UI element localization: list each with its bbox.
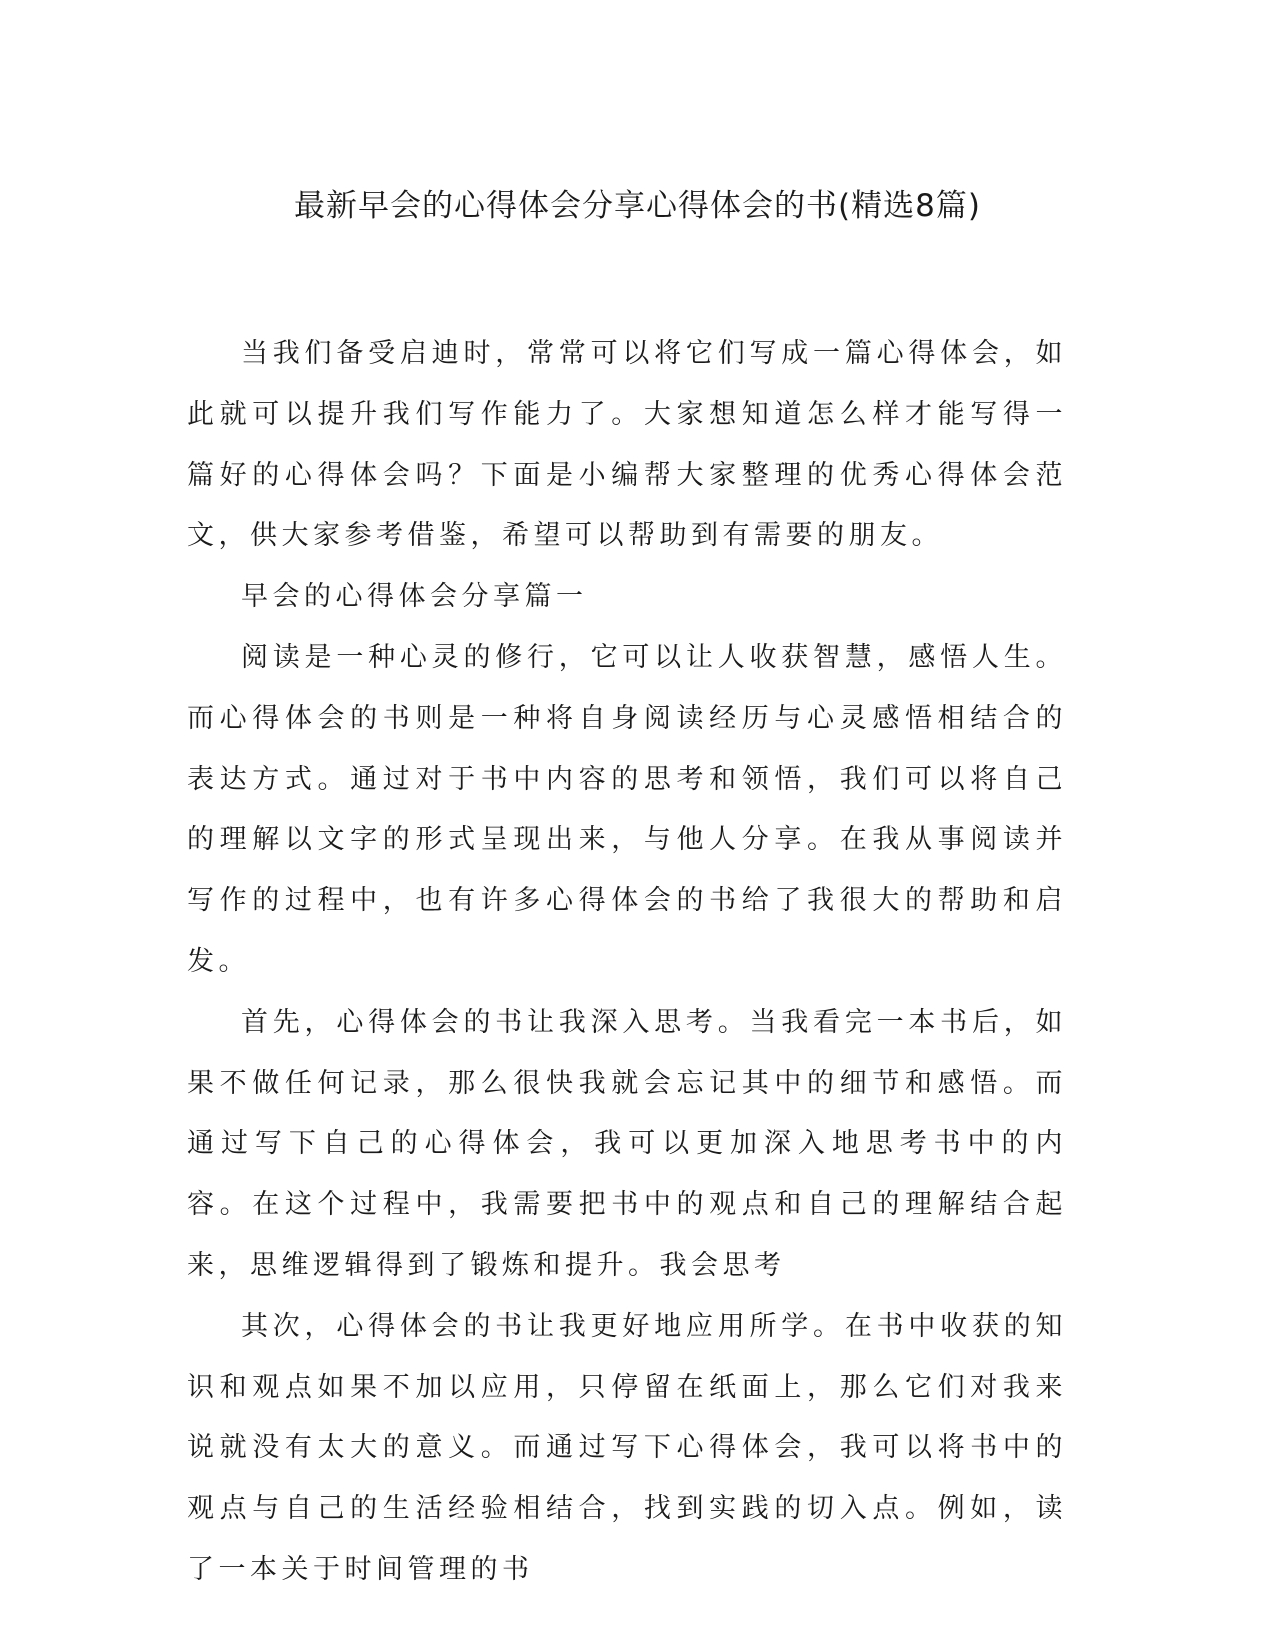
document-title: 最新早会的心得体会分享心得体会的书(精选8篇) bbox=[294, 188, 981, 224]
body-paragraph: 首先，心得体会的书让我深入思考。当我看完一本书后，如果不做任何记录，那么很快我就会忘记其中的细节和感悟。而通过写下自己的心得体会，我可以更加深入地思考书中的内容。在这个过程中，我需要把书中的观点和自己的理解结合起来，思维逻辑得到了锻炼和提升。我会思考 bbox=[187, 1006, 1067, 1281]
intro-paragraph: 当我们备受启迪时，常常可以将它们写成一篇心得体会，如此就可以提升我们写作能力了。大家想知道怎么样才能写得一篇好的心得体会吗？下面是小编帮大家整理的优秀心得体会范文，供大家参考借鉴，希望可以帮助到有需要的朋友。 bbox=[187, 338, 1067, 552]
section-heading: 早会的心得体会分享篇一 bbox=[241, 581, 588, 613]
body-paragraph: 阅读是一种心灵的修行，它可以让人收获智慧，感悟人生。而心得体会的书则是一种将自身阅读经历与心灵感悟相结合的表达方式。通过对于书中内容的思考和领悟，我们可以将自己的理解以文字的形式呈现出来，与他人分享。在我从事阅读并写作的过程中，也有许多心得体会的书给了我很大的帮助和启发。 bbox=[187, 641, 1067, 977]
body-paragraph: 其次，心得体会的书让我更好地应用所学。在书中收获的知识和观点如果不加以应用，只停留在纸面上，那么它们对我来说就没有太大的意义。而通过写下心得体会，我可以将书中的观点与自己的生活经验相结合，找到实践的切入点。例如，读了一本关于时间管理的书 bbox=[187, 1310, 1067, 1585]
document-body bbox=[187, 324, 1067, 1601]
